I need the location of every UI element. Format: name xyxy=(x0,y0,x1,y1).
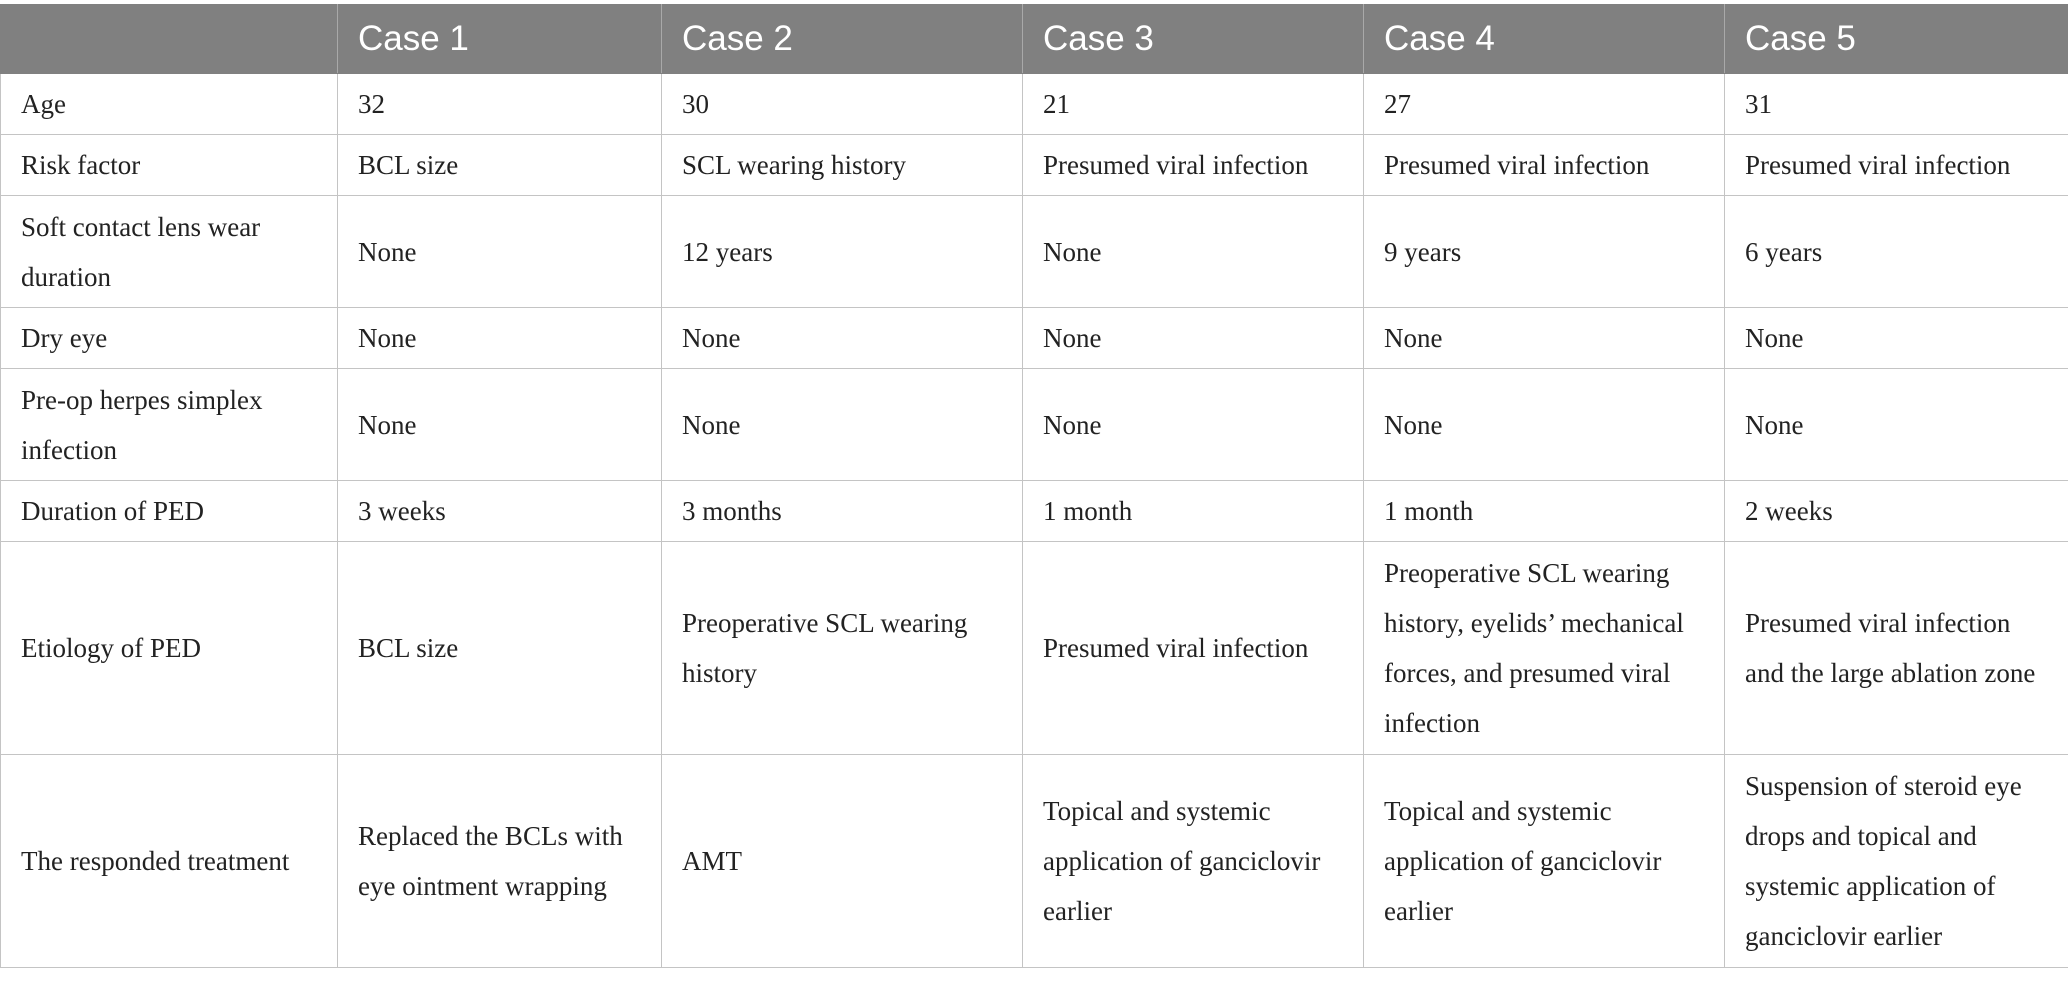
table-cell: None xyxy=(662,369,1023,481)
row-label: The responded treatment xyxy=(1,755,338,968)
table-cell: 21 xyxy=(1023,74,1364,135)
row-label: Risk factor xyxy=(1,135,338,196)
table-cell: 31 xyxy=(1725,74,2068,135)
table-cell: 32 xyxy=(338,74,662,135)
table-cell: None xyxy=(1364,308,1725,369)
header-case-1: Case 1 xyxy=(338,5,662,74)
table-body xyxy=(1,74,2068,968)
table-cell: None xyxy=(1023,369,1364,481)
table-cell: BCL size xyxy=(338,542,662,755)
row-label: Pre-op herpes simplex infection xyxy=(1,369,338,481)
table-cell: None xyxy=(1725,308,2068,369)
header-case-5: Case 5 xyxy=(1725,5,2068,74)
table-cell: None xyxy=(662,308,1023,369)
table-cell: None xyxy=(1023,196,1364,308)
table-cell: AMT xyxy=(662,755,1023,968)
table-cell: 1 month xyxy=(1364,481,1725,542)
table-cell: Presumed viral infection xyxy=(1023,135,1364,196)
table-row-herpes xyxy=(1,369,2068,481)
table-cell: 3 months xyxy=(662,481,1023,542)
table-cell: None xyxy=(338,196,662,308)
table-row-age xyxy=(1,74,2068,135)
table-cell: Presumed viral infection xyxy=(1725,135,2068,196)
row-label: Etiology of PED xyxy=(1,542,338,755)
table-row-dry-eye xyxy=(1,308,2068,369)
table-row-scl-duration xyxy=(1,196,2068,308)
row-label: Dry eye xyxy=(1,308,338,369)
table-cell: 1 month xyxy=(1023,481,1364,542)
table-cell: Preoperative SCL wearing history, eyelids’ mechanical forces, and presumed viral infection xyxy=(1364,542,1725,755)
table-cell: None xyxy=(338,308,662,369)
table-cell: BCL size xyxy=(338,135,662,196)
table-row-treatment xyxy=(1,755,2068,968)
table-cell: SCL wearing history xyxy=(662,135,1023,196)
table-cell: Suspension of steroid eye drops and topical and systemic application of ganciclovir earlier xyxy=(1725,755,2068,968)
table-cell: None xyxy=(1023,308,1364,369)
table-header xyxy=(1,5,2068,74)
table-cell: Preoperative SCL wearing history xyxy=(662,542,1023,755)
header-case-2: Case 2 xyxy=(662,5,1023,74)
case-comparison-table xyxy=(0,4,2068,968)
header-row xyxy=(1,5,2068,74)
table-cell: Presumed viral infection xyxy=(1023,542,1364,755)
table-row-risk-factor xyxy=(1,135,2068,196)
table-cell: 27 xyxy=(1364,74,1725,135)
table-cell: Topical and systemic application of ganciclovir earlier xyxy=(1364,755,1725,968)
table-cell: 9 years xyxy=(1364,196,1725,308)
header-case-4: Case 4 xyxy=(1364,5,1725,74)
table-cell: None xyxy=(1364,369,1725,481)
table-cell: 12 years xyxy=(662,196,1023,308)
header-case-3: Case 3 xyxy=(1023,5,1364,74)
table-cell: 30 xyxy=(662,74,1023,135)
table-cell: 6 years xyxy=(1725,196,2068,308)
table-cell: Topical and systemic application of ganciclovir earlier xyxy=(1023,755,1364,968)
table-cell: None xyxy=(1725,369,2068,481)
table-cell: 2 weeks xyxy=(1725,481,2068,542)
table-cell: Presumed viral infection xyxy=(1364,135,1725,196)
row-label: Duration of PED xyxy=(1,481,338,542)
row-label: Age xyxy=(1,74,338,135)
table-row-ped-duration xyxy=(1,481,2068,542)
table-cell: Replaced the BCLs with eye ointment wrapping xyxy=(338,755,662,968)
header-blank-cell xyxy=(1,5,338,74)
table-cell: 3 weeks xyxy=(338,481,662,542)
table-cell: None xyxy=(338,369,662,481)
table-cell: Presumed viral infection and the large ablation zone xyxy=(1725,542,2068,755)
row-label: Soft contact lens wear duration xyxy=(1,196,338,308)
table-row-etiology xyxy=(1,542,2068,755)
